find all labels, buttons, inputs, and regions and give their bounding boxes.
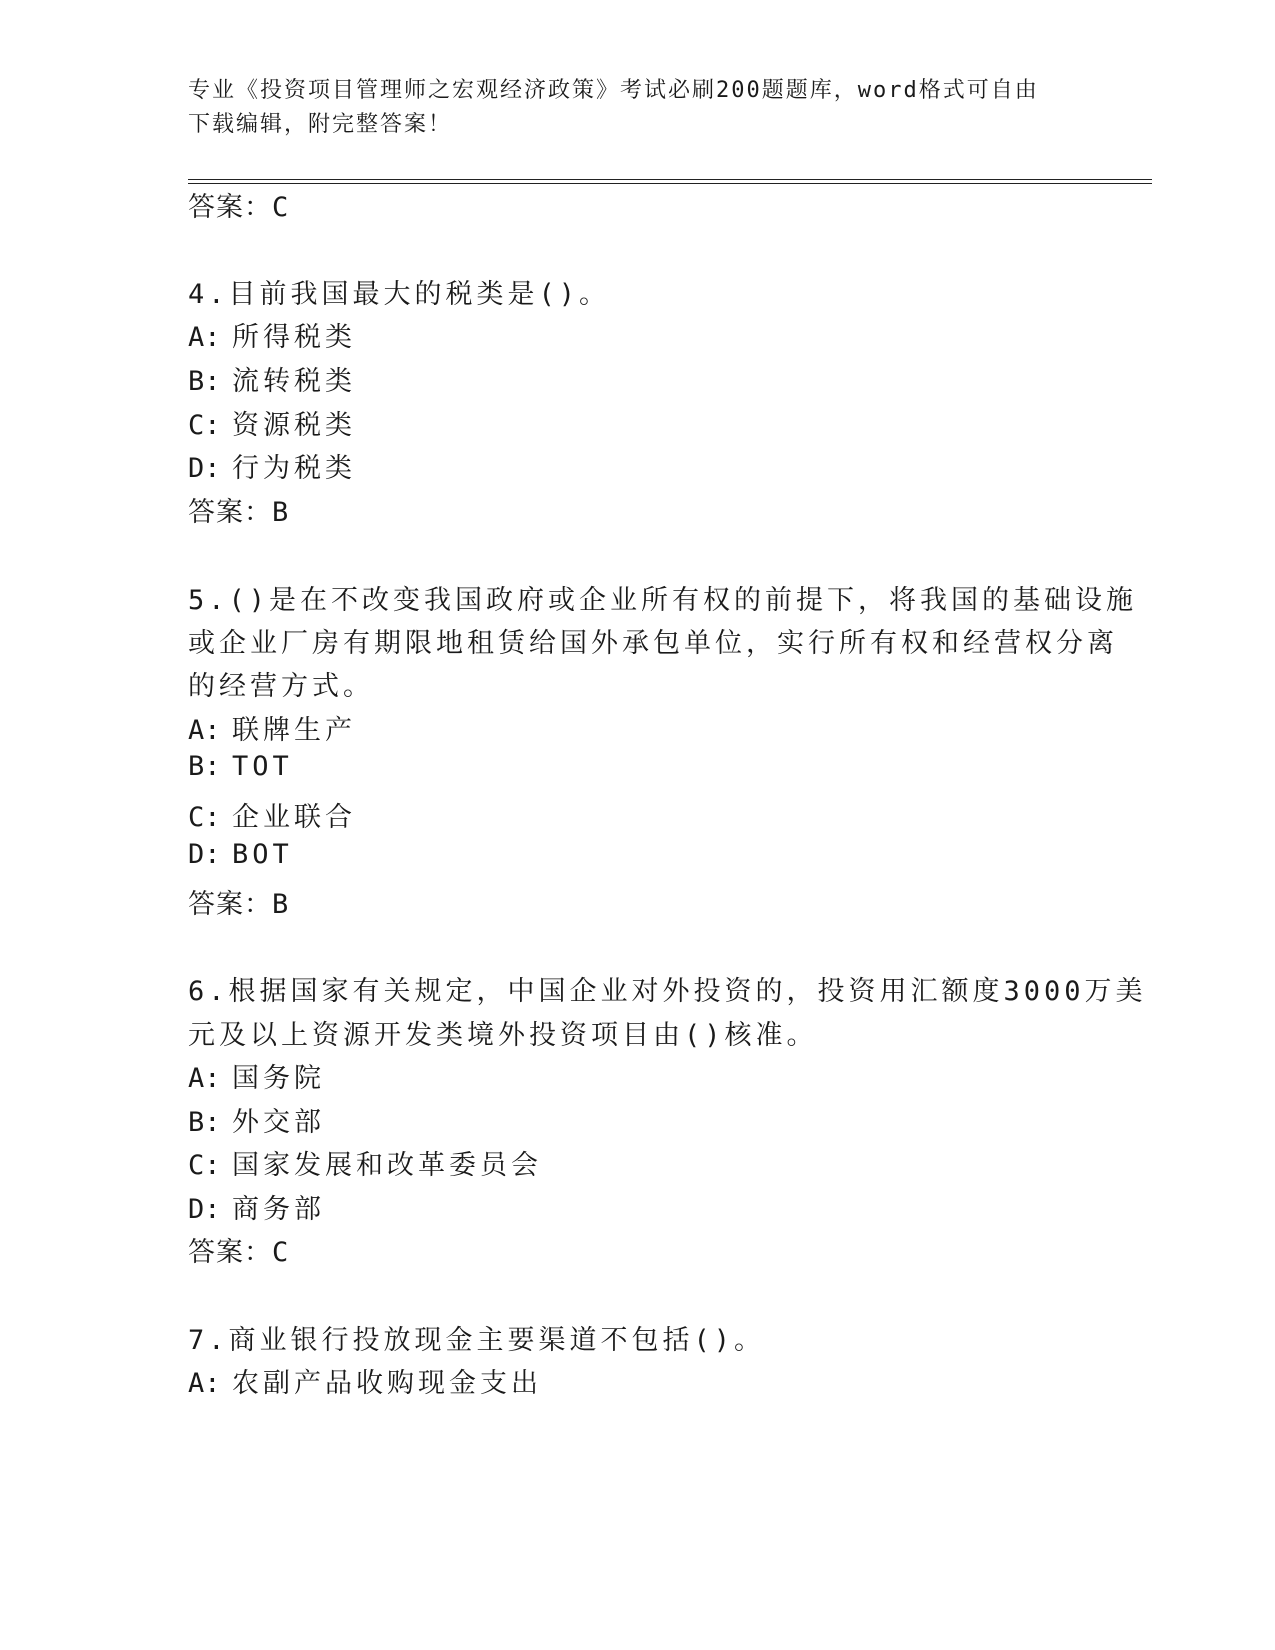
question-6-option-d [188, 1187, 325, 1226]
question-5-stem-line-3: 的经营方式。 [188, 671, 374, 702]
question-5-option-a [188, 708, 356, 747]
option-text: BOT [232, 839, 293, 870]
question-4-option-d [188, 446, 356, 485]
option-key: A: [188, 715, 221, 746]
option-key: C: [188, 410, 221, 441]
option-key: A: [188, 1063, 221, 1094]
option-text: TOT [232, 751, 293, 782]
option-text: 所得税类 [232, 322, 356, 353]
header-divider-bottom [188, 183, 1152, 184]
question-5-stem-line-1: 5.()是在不改变我国政府或企业所有权的前提下，将我国的基础设施 [188, 585, 1138, 616]
question-4-option-c [188, 403, 356, 442]
question-5-option-b [188, 751, 293, 782]
question-6-stem-line-1: 6.根据国家有关规定，中国企业对外投资的，投资用汇额度3000万美 [188, 976, 1147, 1007]
question-4-stem: 4.目前我国最大的税类是()。 [188, 279, 611, 310]
answer-label: 答案： [188, 497, 272, 528]
question-7-stem: 7.商业银行投放现金主要渠道不包括()。 [188, 1325, 766, 1356]
option-key: B: [188, 1107, 221, 1138]
option-key: D: [188, 1194, 221, 1225]
question-5-option-c [188, 795, 356, 834]
question-5-option-d [188, 839, 293, 870]
option-text: 商务部 [232, 1194, 325, 1225]
header-divider-top [188, 179, 1152, 180]
option-text: 农副产品收购现金支出 [232, 1368, 542, 1399]
question-4-option-a [188, 315, 356, 354]
answer-q5 [188, 882, 289, 921]
option-key: C: [188, 802, 221, 833]
answer-value: B [272, 889, 290, 920]
header-line-2: 下载编辑，附完整答案！ [188, 112, 453, 137]
answer-value: B [272, 497, 290, 528]
question-7-option-a [188, 1361, 542, 1400]
option-text: 国务院 [232, 1063, 325, 1094]
option-key: A: [188, 1368, 221, 1399]
option-key: B: [188, 366, 221, 397]
question-6-option-b [188, 1100, 325, 1139]
question-4-option-b [188, 359, 356, 398]
question-6-stem-line-2: 元及以上资源开发类境外投资项目由()核准。 [188, 1020, 818, 1051]
option-text: 国家发展和改革委员会 [232, 1150, 542, 1181]
answer-q3 [188, 185, 289, 224]
question-6-option-c [188, 1143, 542, 1182]
answer-q6 [188, 1230, 289, 1269]
option-text: 联牌生产 [232, 715, 356, 746]
answer-label: 答案： [188, 889, 272, 920]
option-text: 行为税类 [232, 453, 356, 484]
option-text: 企业联合 [232, 802, 356, 833]
option-text: 流转税类 [232, 366, 356, 397]
option-key: D: [188, 453, 221, 484]
header-line-1: 专业《投资项目管理师之宏观经济政策》考试必刷200题题库，word格式可自由 [188, 78, 1039, 103]
option-key: D: [188, 839, 221, 870]
answer-label: 答案： [188, 1237, 272, 1268]
option-key: C: [188, 1150, 221, 1181]
answer-value: C [272, 1237, 290, 1268]
answer-label: 答案： [188, 192, 272, 223]
question-6-option-a [188, 1056, 325, 1095]
answer-value: C [272, 192, 290, 223]
option-text: 资源税类 [232, 410, 356, 441]
option-text: 外交部 [232, 1107, 325, 1138]
document-header [188, 74, 1088, 142]
option-key: A: [188, 322, 221, 353]
question-5-stem-line-2: 或企业厂房有期限地租赁给国外承包单位，实行所有权和经营权分离 [188, 628, 1118, 659]
option-key: B: [188, 751, 221, 782]
answer-q4 [188, 490, 289, 529]
